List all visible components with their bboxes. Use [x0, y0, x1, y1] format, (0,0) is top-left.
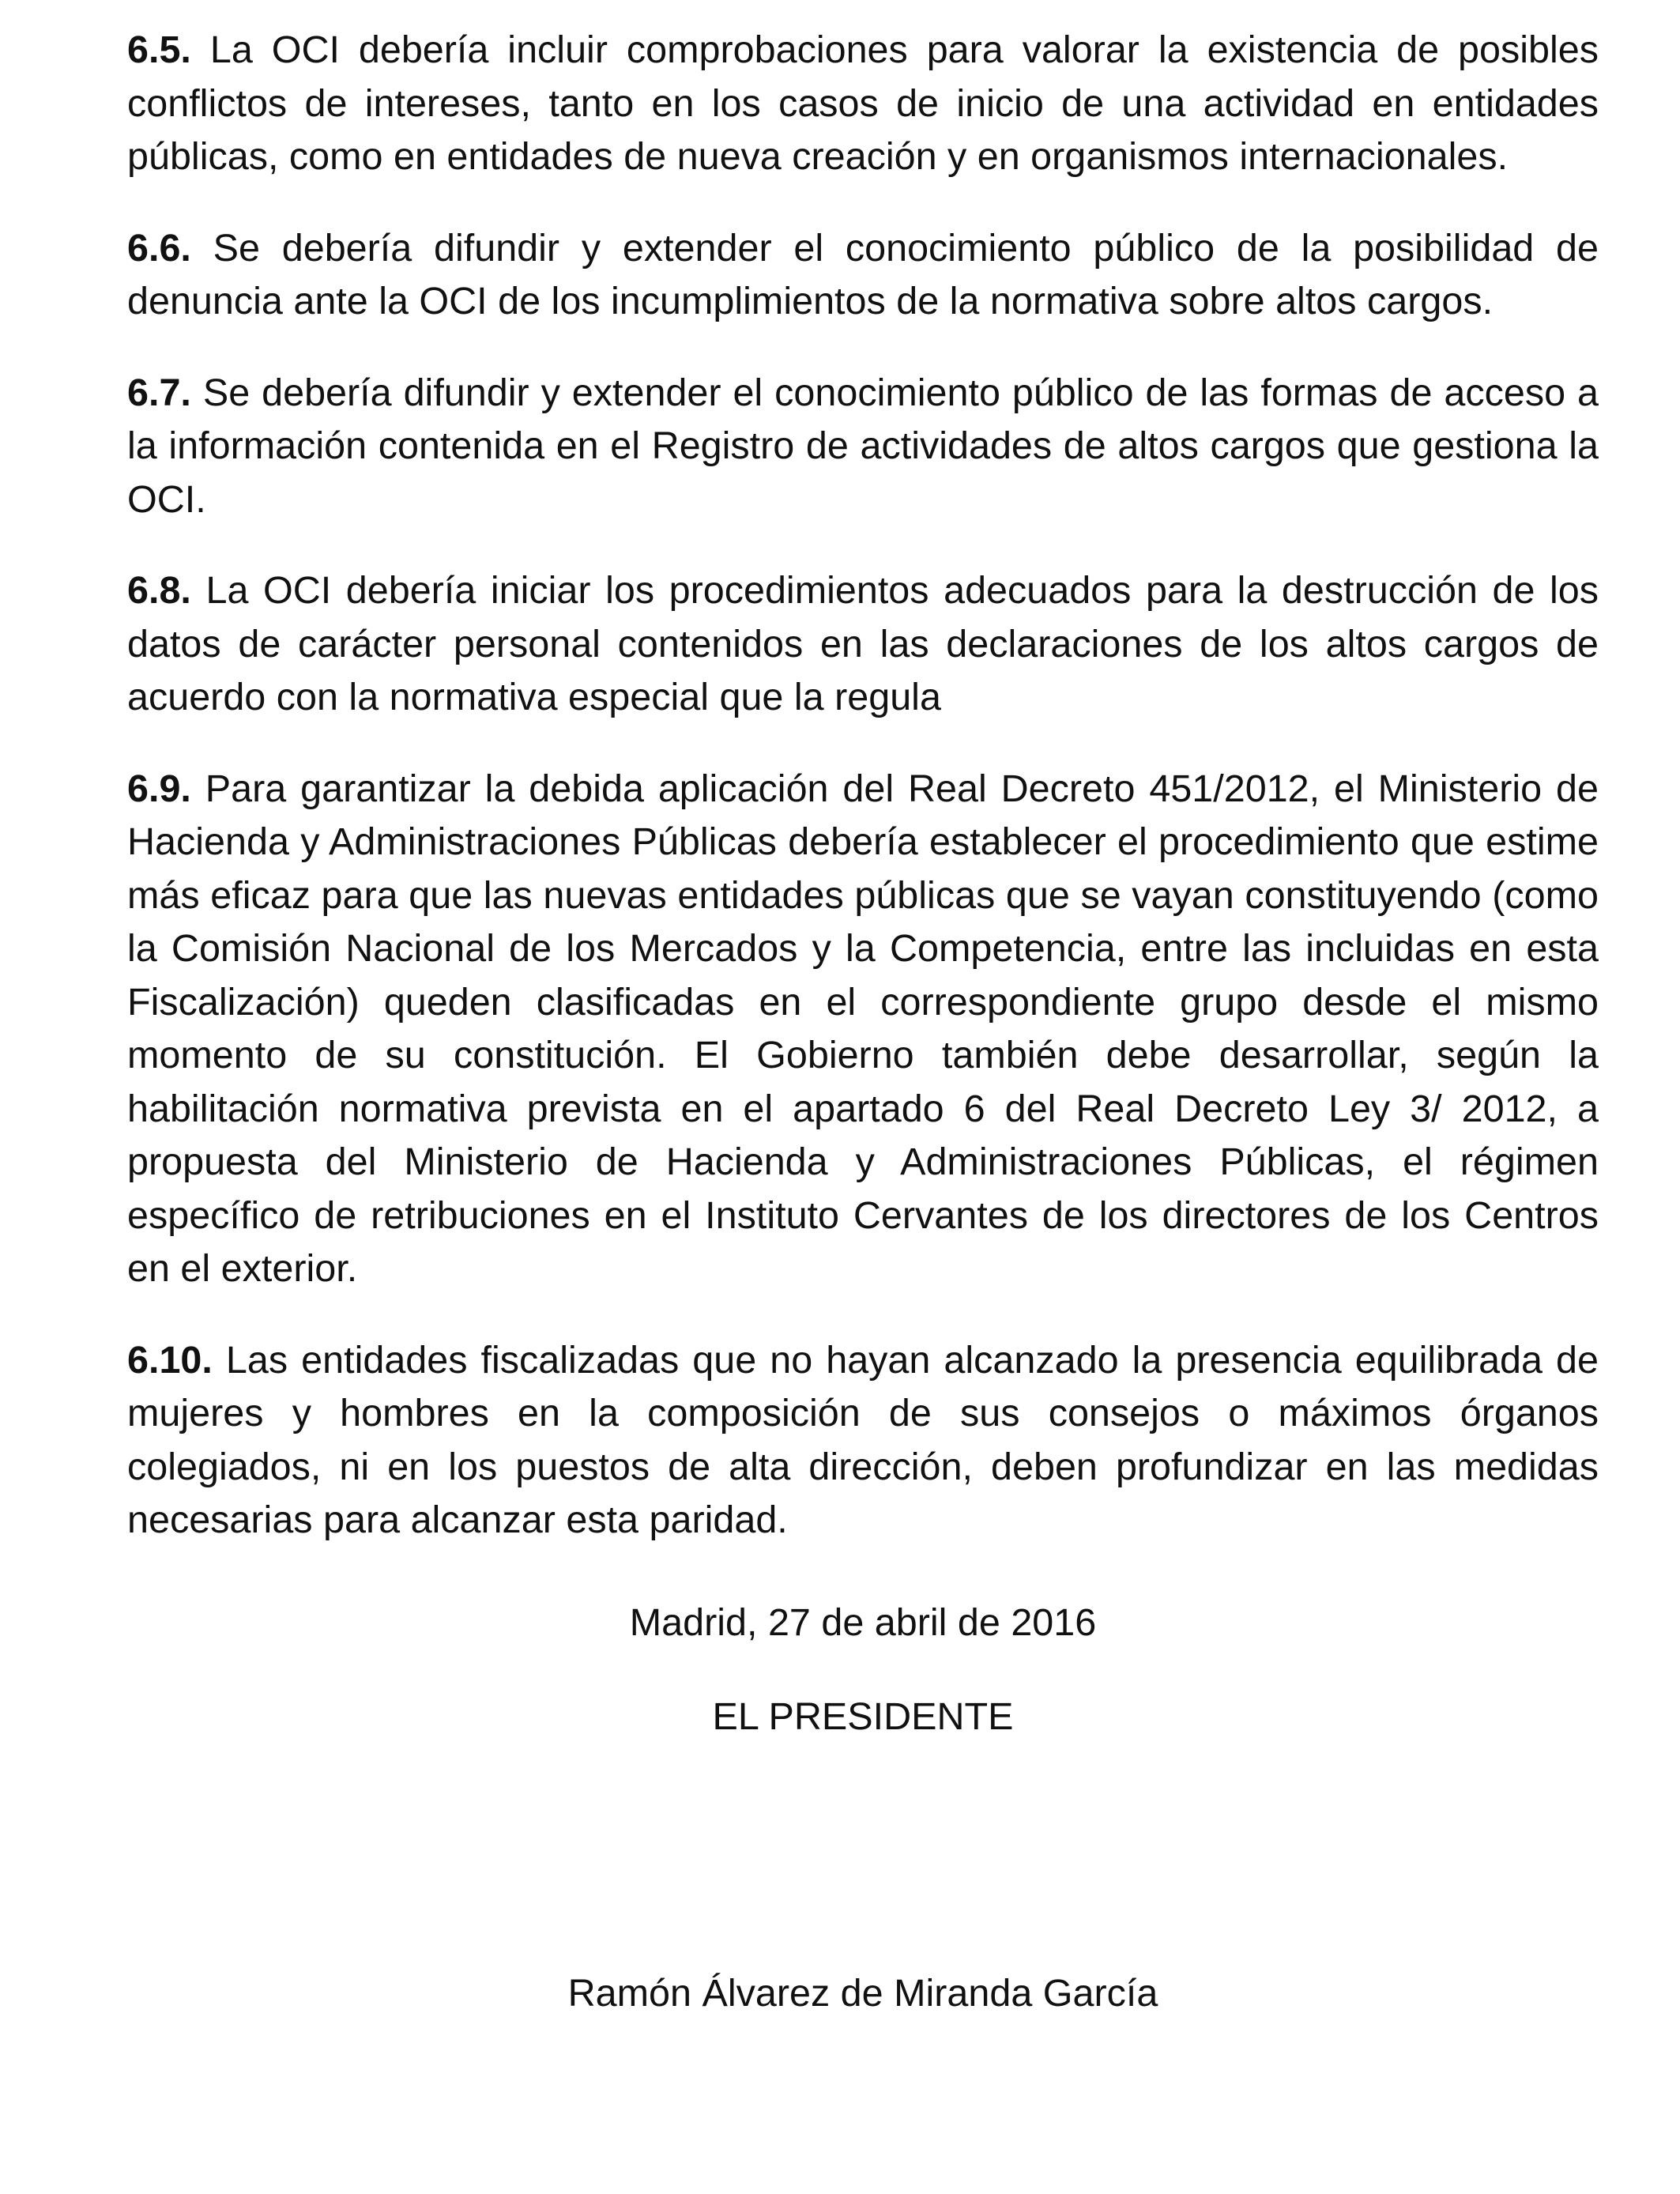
recommendation-6-5 — [127, 24, 1599, 184]
closing-title: EL PRESIDENTE — [712, 1695, 1014, 1738]
recommendation-number: 6.9. — [127, 767, 191, 810]
recommendation-6-8 — [127, 564, 1599, 725]
document-page — [127, 24, 1599, 2020]
recommendation-number: 6.10. — [127, 1338, 213, 1382]
closing-date: Madrid, 27 de abril de 2016 — [629, 1600, 1097, 1644]
recommendation-number: 6.7. — [127, 371, 191, 414]
recommendation-number: 6.6. — [127, 226, 191, 270]
recommendation-number: 6.5. — [127, 28, 191, 71]
recommendation-text: Para garantizar la debida aplicación del Real Decreto 451/2012, el Ministerio de Hacienda y Administraciones Públicas debería establecer el procedimiento que estime más eficaz para que las nuevas entidades públicas que se vayan constituyendo (como la Comisión Nacional de los Mercados y la Competencia, entre las incluidas en esta Fiscalización) queden clasificadas en el correspondiente grupo desde el mismo momento de su constitución. El Gobierno también debe desarrollar, según la habilitación normativa prevista en el apartado 6 del Real Decreto Ley 3/ 2012, a propuesta del Ministerio de Hacienda y Administraciones Públicas, el régimen específico de retribuciones en el Instituto Cervantes de los directores de los Centros en el exterior. — [127, 767, 1599, 1290]
signatory-name: Ramón Álvarez de Miranda García — [567, 1971, 1158, 2015]
recommendation-text: Se debería difundir y extender el conocimiento público de la posibilidad de denuncia ante la OCI de los incumplimientos de la normativa sobre altos cargos. — [127, 226, 1599, 322]
recommendation-text: La OCI debería incluir comprobaciones para valorar la existencia de posibles conflictos de intereses, tanto en los casos de inicio de una actividad en entidades públicas, como en entidades de nueva creación y en organismos internacionales. — [127, 28, 1599, 178]
recommendation-text: La OCI debería iniciar los procedimientos adecuados para la destrucción de los datos de carácter personal contenidos en las declaraciones de los altos cargos de acuerdo con la normativa especial que la regula — [127, 569, 1599, 718]
recommendation-text: Las entidades fiscalizadas que no hayan alcanzado la presencia equilibrada de mujeres y hombres en la composición de sus consejos o máximos órganos colegiados, ni en los puestos de alta dirección, deben profundizar en las medidas necesarias para alcanzar esta paridad. — [127, 1338, 1599, 1541]
recommendation-6-10 — [127, 1334, 1599, 1547]
recommendation-6-7 — [127, 367, 1599, 527]
recommendation-6-6 — [127, 222, 1599, 329]
recommendation-6-9 — [127, 763, 1599, 1296]
recommendation-number: 6.8. — [127, 569, 191, 612]
recommendation-text: Se debería difundir y extender el conocimiento público de las formas de acceso a la información contenida en el Registro de actividades de altos cargos que gestiona la OCI. — [127, 371, 1599, 521]
